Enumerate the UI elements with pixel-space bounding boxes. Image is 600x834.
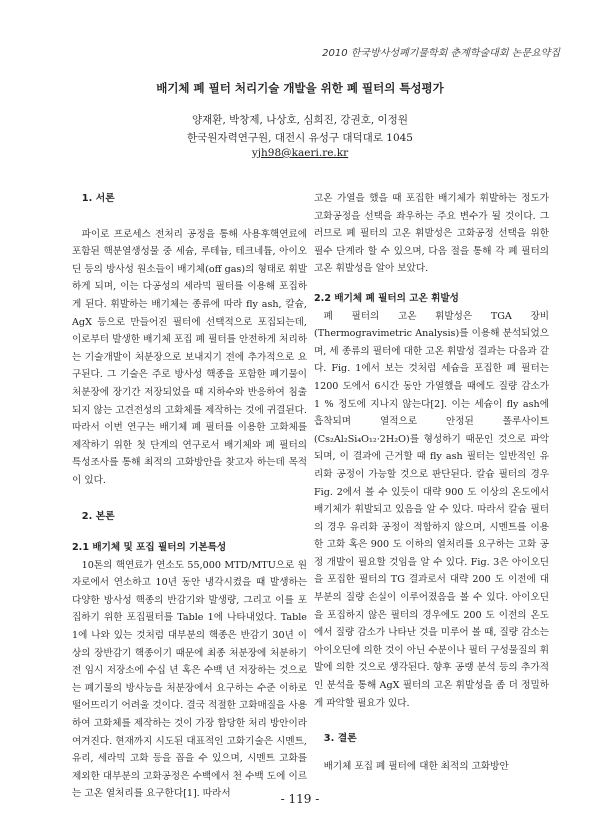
intro-paragraph: 파이로 프로세스 전처리 공정을 통해 사용후핵연료에 포함된 핵분열생성물 중 세슘, 루테늄, 테크네튬, 아이오딘 등의 방사성 원소들이 배기체(off gas)의 형태로 휘발하게 되며, 이는 다공성의 세라믹 필터를 이용해 포집하게 된다. 휘발하는 배기체는 종류에 따라 fly ash, 칼슘, AgX 등으로 만들어진 필터에 선택적으로 포집되는데, 이로부터 발생한 배기체 포집 폐 필터를 안전하게 처리하는 기술개발이 처분장으로 보내지기 전에 추가적으로 요구된다. 그 기술은 주로 방사성 핵종을 포함한 폐기물이 처분장에 장기간 저장되었을 때 지하수와 반응하여 침출되지 않는 고견전성의 고화체를 제작하는 것에 귀결된다. 따라서 이번 연구는 배기체 폐 필터를 이용한 고화체를 제작하기 위한 첫 단계의 연구로서 배기체와 폐 필터의 특성조사를 통해 최적의 고화방안을 찾고자 하는데 목적이 있다.: [72, 228, 307, 486]
left-column: [72, 190, 307, 803]
section-2-2-paragraph: 폐 필터의 고온 휘발성은 TGA 장비(Thermogravimetric Analysis)를 이용해 분석되었으며, 세 종류의 필터에 대한 고온 휘발성 결과는 다음과 같다. Fig. 1에서 보는 것처럼 세슘을 포집한 폐 필터는 1200 도에서 6시간 동안 가열했을 때에도 질량 감소가 1 % 정도에 지나지 않는다[2]. 이는 세슘이 fly ash에 흡착되며 열적으로 안정된 폴루사이트(Cs₂Al₂Si₄O₁₂·2H₂O)를 형성하기 때문인 것으로 파악되며, 이 결과에 근거할 때 fly ash 필터는 일반적인 유리화 공정이 가능할 것으로 판단된다. 칼슘 필터의 경우 Fig. 2에서 볼 수 있듯이 대략 900 도 이상의 온도에서 배기체가 휘발되고 있음을 알 수 있다. 따라서 칼슘 필터의 경우 유리화 공정이 적합하지 않으며, 시멘트를 이용한 고화 혹은 900 도 이하의 열처리를 요구하는 고화 공정 개발이 필요할 것임을 알 수 있다. Fig. 3은 아이오딘을 포집한 필터의 TG 결과로서 대략 200 도 이전에 대부분의 질량 손실이 이루어졌음을 볼 수 있다. 아이오딘을 포집하지 않은 필터의 경우에도 200 도 이전의 온도에서 질량 감소가 나타난 것을 미루어 볼 때, 질량 감소는 아이오딘에 의한 것이 아닌 수분이나 필터 구성물질의 휘발에 의한 것으로 생각된다. 향후 공랭 분석 등의 추가적인 분석을 통해 AgX 필터의 고온 휘발성을 좀 더 정밀하게 파악할 필요가 있다.: [314, 310, 549, 709]
conclusion-paragraph: 배기체 포집 폐 필터에 대한 최적의 고화방안: [323, 760, 509, 772]
section-2-1-paragraph: 10톤의 핵연료가 연소도 55,000 MTD/MTU으로 원자로에서 연소하고 10년 동안 냉각시켰을 때 발생하는 다양한 방사성 핵종의 반감기와 발생량, 그리고 이를 포집하기 위한 포집필터를 Table 1에 나타내었다. Table 1에 나와 있는 것처럼 대부분의 핵종은 반감기 30년 이상의 장반감기 핵종이기 때문에 최종 처분장에 처분하기 전 임시 저장소에 수십 년 혹은 수백 년 저장하는 것으로는 폐기물의 방사능을 처분장에서 요구하는 수준 이하로 떨어뜨리기 어려울 것이다. 결국 적절한 고화매질을 사용하여 고화체를 제작하는 것이 가장 합당한 처리 방안이라 여겨진다. 현재까지 시도된 대표적인 고화기술은 시멘트, 유리, 세라믹 고화 등을 꼽을 수 있으며, 시멘트 고화를 제외한 대부분의 고화공정은 수백에서 천 수백 도에 이르는 고온 열처리를 요구한다[1]. 따라서: [72, 559, 307, 800]
subsection-heading-2-2: 2.2 배기체 폐 필터의 고온 휘발성: [314, 292, 459, 304]
right-column: [314, 190, 549, 775]
affiliation: 한국원자력연구원, 대전시 유성구 대덕대로 1045: [187, 132, 413, 144]
section-heading-intro: 1. 서론: [81, 193, 115, 204]
page-number: - 119 -: [280, 792, 320, 806]
running-header: 2010 한국방사성폐기물학회 춘계학술대회 논문요약집: [322, 48, 560, 59]
subsection-heading-2-1: 2.1 배기체 및 포집 필터의 기본특성: [72, 542, 227, 554]
section-heading-conclusion: 3. 결론: [323, 733, 357, 745]
author-email: yjh98@kaeri.re.kr: [251, 147, 349, 159]
paper-title: 배기체 폐 필터 처리기술 개발을 위한 폐 필터의 특성평가: [156, 81, 444, 95]
author-list: 양재환, 박창제, 나상호, 심희진, 강권호, 이정원: [192, 114, 408, 126]
section-heading-body: 2. 본론: [81, 510, 115, 522]
continued-paragraph: 고온 가열을 했을 때 포집한 배기체가 휘발하는 정도가 고화공정을 선택을 좌우하는 주요 변수가 될 것이다. 그러므로 폐 필터의 고온 휘발성은 고화공정 선택을 위한 필수 단계라 할 수 있으며, 다음 절을 통해 각 폐 필터의 고온 휘발성을 알아 보았다.: [314, 193, 549, 275]
